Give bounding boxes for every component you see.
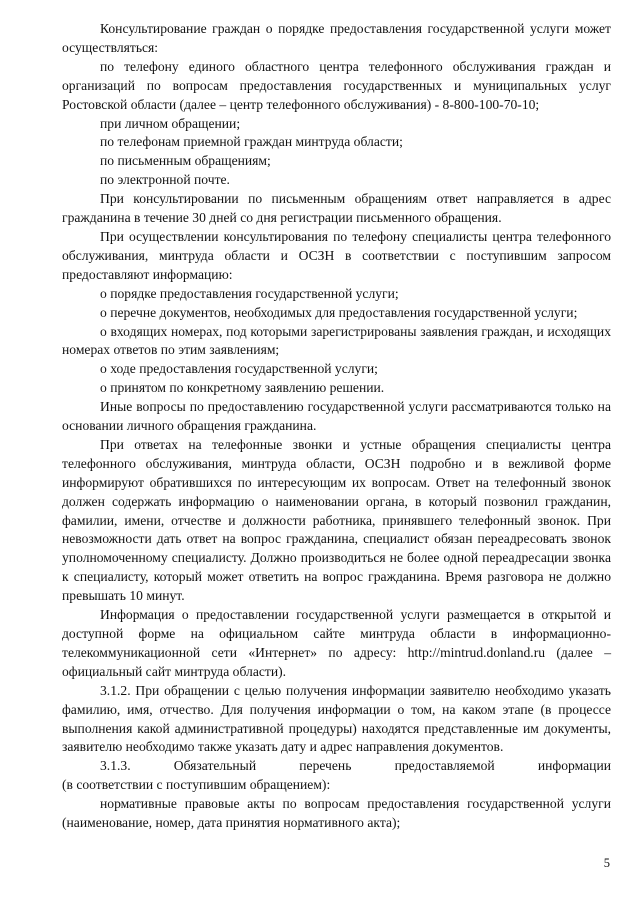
document-body <box>62 20 611 833</box>
paragraph-section-3-1-2: 3.1.2. При обращении с целью получения информации заявителю необходимо указать фамилию, имя, отчество. Для получения информации о том, на каком этапе (в процессе выполнения какой административной процедуры) находятся представленные им документы, заявителю необходимо также указать дату и адрес направления документов. <box>62 682 611 755</box>
paragraph-personal-visit: при личном обращении; <box>100 115 241 131</box>
paragraph-reception-phones: по телефонам приемной граждан минтруда области; <box>100 134 403 150</box>
paragraph-section-3-1-3-continued: (в соответствии с поступившим обращением): <box>62 777 331 793</box>
paragraph-info-decision: о принятом по конкретному заявлению решении. <box>100 380 385 396</box>
paragraph-other-questions: Иные вопросы по предоставлению государственной услуги рассматриваются только на основании личного обращения гражданина. <box>62 399 611 434</box>
paragraph-phone-consulting: При осуществлении консультирования по телефону специалисты центра телефонного обслуживания, минтруда области и ОСЗН в соответствии с поступившим запросом предоставляют информацию: <box>62 228 611 282</box>
paragraph-section-3-1-3: 3.1.3. Обязательный перечень предоставляемой информации <box>100 758 611 774</box>
paragraph-info-procedure: о порядке предоставления государственной услуги; <box>100 285 399 301</box>
paragraph-info-registration-numbers: о входящих номерах, под которыми зарегистрированы заявления граждан, и исходящих номерах ответов по этим заявлениям; <box>62 323 611 358</box>
paragraph-info-progress: о ходе предоставления государственной услуги; <box>100 361 378 377</box>
paragraph-info-documents: о перечне документов, необходимых для предоставления государственной услуги; <box>100 304 578 320</box>
paragraph-normative-acts: нормативные правовые акты по вопросам предоставления государственной услуги (наименование, номер, дата принятия нормативного акта); <box>62 796 611 831</box>
paragraph-website-info: Информация о предоставлении государственной услуги размещается в открытой и доступной форме на официальном сайте минтруда области в информационно-телекоммуникационной сети «Интернет» по адресу: http://mintrud.donland.ru (далее – официальный сайт минтруда области). <box>62 607 611 679</box>
paragraph-written-response-term: При консультировании по письменным обращениям ответ направляется в адрес гражданина в течение 30 дней со дня регистрации письменного обращения. <box>62 191 611 226</box>
page-number: 5 <box>603 856 610 870</box>
paragraph-email: по электронной почте. <box>100 172 230 188</box>
paragraph-phone-center: по телефону единого областного центра телефонного обслуживания граждан и организаций по вопросам предоставления государственных и муниципальных услуг Ростовской области (далее – центр телефонного обслуживания) - 8-800-100-70-10; <box>62 58 611 112</box>
paragraph-phone-answers: При ответах на телефонные звонки и устные обращения специалисты центра телефонного обслуживания, минтруда области, ОСЗН подробно и в вежливой форме информируют обратившихся по интересующим их вопросам. Ответ на телефонный звонок должен содержать информацию о наименовании органа, в который позвонил гражданин, фамилии, имени, отчестве и должности работника, принявшего телефонный звонок. При невозможности дать ответ на вопрос гражданина, специалист обязан переадресовать звонок уполномоченному специалисту. Должно производиться не более одной переадресации звонка к специалисту, который может ответить на вопрос гражданина. Время разговора не должно превышать 10 минут. <box>62 436 611 604</box>
paragraph-written-requests: по письменным обращениям; <box>100 153 271 169</box>
paragraph-consulting-intro: Консультирование граждан о порядке предоставления государственной услуги может осуществляться: <box>62 21 611 55</box>
